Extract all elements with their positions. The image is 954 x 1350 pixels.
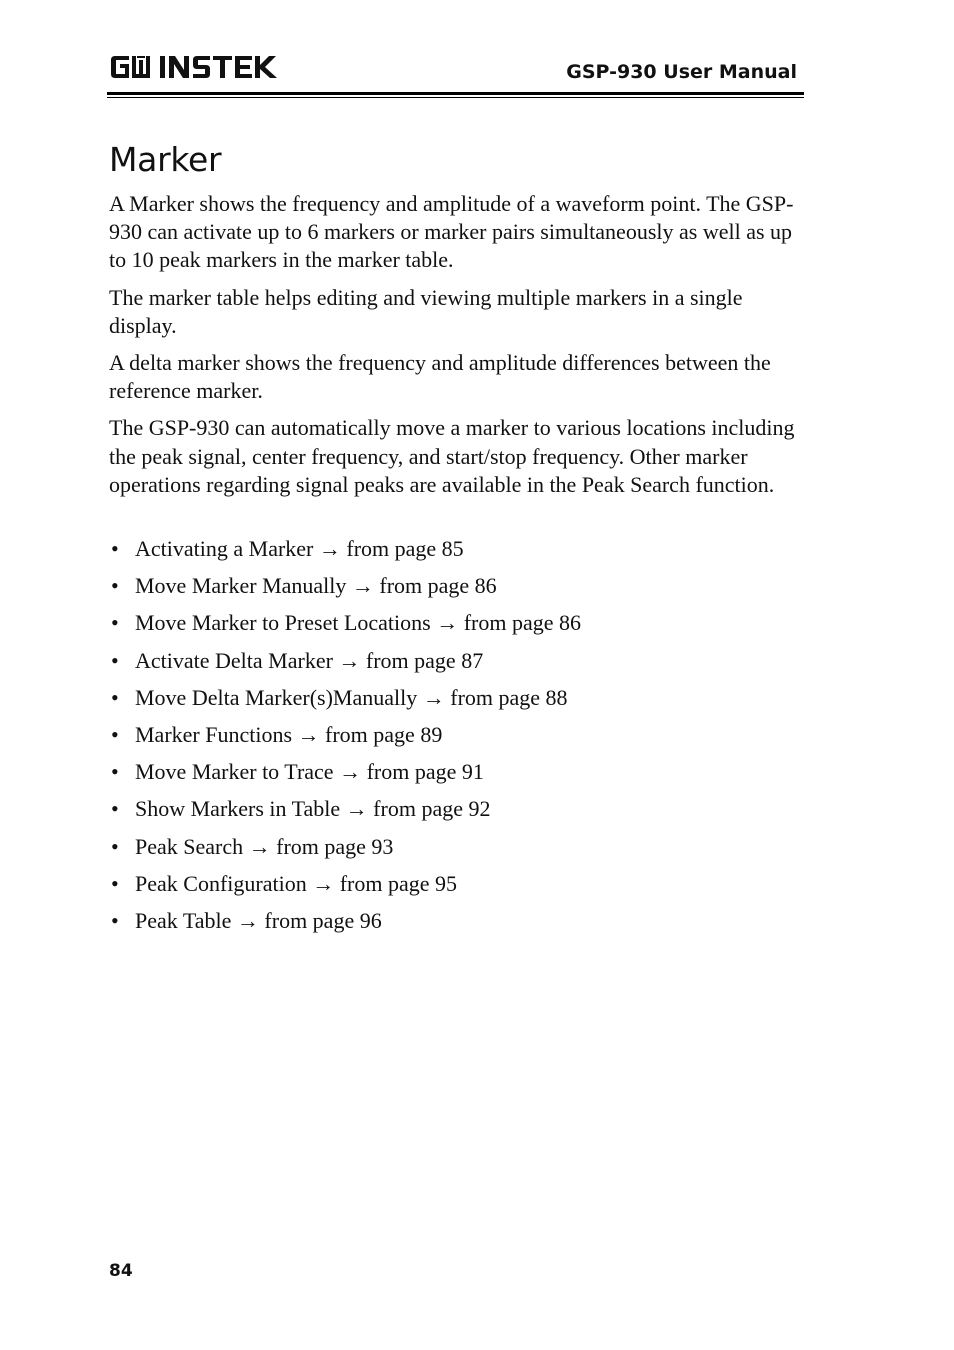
bullet: • [111, 647, 119, 673]
list-item [109, 907, 809, 935]
link-peak-configuration[interactable]: Peak Configuration → from page 95 [135, 870, 457, 896]
paragraph-intro: A Marker shows the frequency and amplitude of a waveform point. The GSP-930 can activate up to 6 markers or marker pairs simultaneously as well as up to 10 peak markers in the marker table. [109, 191, 794, 273]
list-item [109, 758, 809, 786]
cross-reference-list [109, 535, 809, 935]
paragraph-delta-marker: A delta marker shows the frequency and amplitude differences between the reference marker. [109, 350, 771, 404]
paragraph-marker-table: The marker table helps editing and viewing multiple markers in a single display. [109, 284, 743, 338]
link-move-delta-markers-manually[interactable]: Move Delta Marker(s)Manually → from page 88 [135, 684, 568, 710]
paragraph-auto-move: The GSP-930 can automatically move a marker to various locations including the peak signal, center frequency, and start/stop frequency. Other marker operations regarding signal peaks are available in the Peak Search function. [109, 415, 795, 497]
bullet: • [111, 721, 119, 747]
bullet: • [111, 684, 119, 710]
bullet: • [111, 833, 119, 859]
list-item [109, 721, 809, 749]
list-item [109, 572, 809, 600]
bullet: • [111, 907, 119, 933]
list-item [109, 833, 809, 861]
link-marker-functions[interactable]: Marker Functions → from page 89 [135, 721, 443, 747]
link-activating-a-marker[interactable]: Activating a Marker → from page 85 [135, 536, 464, 562]
bullet: • [111, 759, 119, 785]
link-move-marker-to-trace[interactable]: Move Marker to Trace → from page 91 [135, 759, 484, 785]
list-item [109, 870, 809, 898]
bullet: • [111, 796, 119, 822]
link-show-markers-in-table[interactable]: Show Markers in Table → from page 92 [135, 796, 491, 822]
link-move-marker-preset-locations[interactable]: Move Marker to Preset Locations → from page 86 [135, 610, 581, 636]
gw-instek-logo [109, 54, 281, 84]
list-item [109, 795, 809, 823]
bullet: • [111, 536, 119, 562]
bullet: • [111, 610, 119, 636]
link-peak-search[interactable]: Peak Search → from page 93 [135, 833, 394, 859]
header-rule-thick [107, 92, 804, 95]
section-title: Marker [109, 140, 222, 179]
list-item [109, 609, 809, 637]
manual-title: GSP-930 User Manual [566, 61, 797, 83]
list-item [109, 647, 809, 675]
link-move-marker-manually[interactable]: Move Marker Manually → from page 86 [135, 573, 497, 599]
header-rule-thin [107, 97, 804, 98]
page-number: 84 [109, 1261, 133, 1281]
link-activate-delta-marker[interactable]: Activate Delta Marker → from page 87 [135, 647, 484, 673]
bullet: • [111, 573, 119, 599]
section-content [109, 138, 809, 944]
page-header [107, 52, 804, 98]
list-item [109, 535, 809, 563]
link-peak-table[interactable]: Peak Table → from page 96 [135, 907, 382, 933]
list-item [109, 684, 809, 712]
bullet: • [111, 870, 119, 896]
